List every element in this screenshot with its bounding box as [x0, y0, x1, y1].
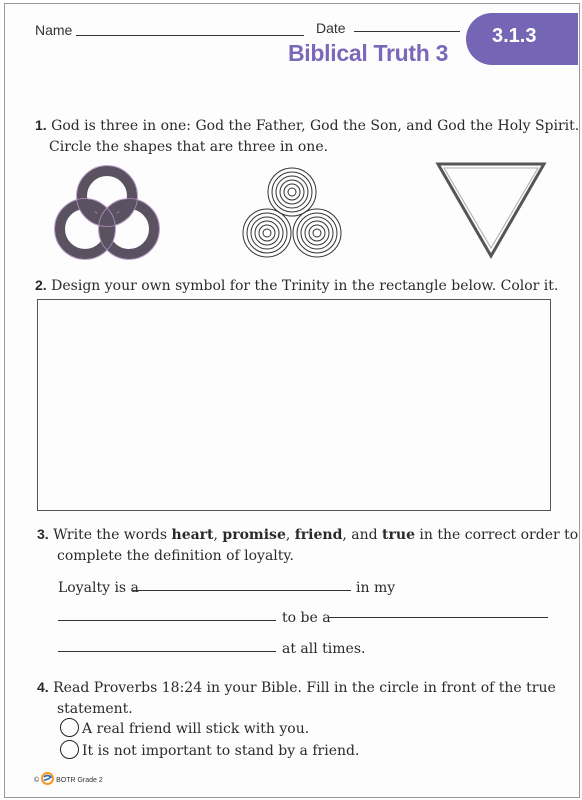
- word-heart: heart: [171, 527, 214, 543]
- question-3-sep-1: ,: [213, 527, 223, 543]
- answer-blank-1[interactable]: [133, 590, 351, 591]
- question-3-number: 3.: [37, 526, 49, 542]
- footer: [34, 772, 103, 785]
- question-2-text: Design your own symbol for the Trinity in the rectangle below. Color it.: [51, 278, 559, 294]
- triple-spiral-shape[interactable]: [240, 166, 344, 262]
- question-3-sep-3: , and: [342, 527, 383, 543]
- question-4-line-1: Read Proverbs 18:24 in your Bible. Fill in the circle in front of the true: [53, 680, 556, 696]
- question-3-text-a: Write the words: [53, 527, 172, 543]
- word-friend: friend: [294, 527, 343, 543]
- publisher-logo-icon: [41, 772, 54, 785]
- option-2-label: It is not important to stand by a friend.: [82, 743, 360, 759]
- question-1-line-1: God is three in one: God the Father, God the Son, and God the Holy Spirit.: [51, 118, 580, 134]
- option-2[interactable]: [60, 740, 359, 762]
- lesson-badge: [466, 13, 578, 65]
- lesson-number: 3.1.3: [492, 25, 537, 47]
- question-4: [37, 677, 556, 720]
- loyalty-suffix-2: to be a: [282, 610, 331, 626]
- question-3-sep-2: ,: [285, 527, 295, 543]
- loyalty-prefix: Loyalty is a: [58, 580, 139, 596]
- word-promise: promise: [222, 527, 286, 543]
- triangle-shape[interactable]: [434, 160, 548, 260]
- drawing-rectangle[interactable]: [37, 299, 551, 511]
- question-3-text-b: in the correct order to: [414, 527, 579, 543]
- option-1-label: A real friend will stick with you.: [82, 721, 310, 737]
- answer-blank-3[interactable]: [328, 617, 548, 618]
- word-true: true: [382, 527, 415, 543]
- copyright-symbol: ©: [34, 777, 40, 784]
- loyalty-suffix-3: at all times.: [282, 641, 366, 657]
- question-3-line-2: complete the definition of loyalty.: [57, 548, 294, 564]
- question-1-number: 1.: [35, 117, 47, 133]
- question-4-line-2: statement.: [57, 701, 133, 717]
- option-1[interactable]: [60, 718, 309, 740]
- answer-blank-2[interactable]: [58, 620, 276, 621]
- name-label: Name: [35, 22, 73, 38]
- date-line[interactable]: [354, 31, 460, 32]
- question-4-number: 4.: [37, 679, 49, 695]
- question-1-line-2: Circle the shapes that are three in one.: [49, 139, 329, 155]
- name-line[interactable]: [76, 35, 304, 36]
- question-2: [35, 275, 558, 297]
- page-title: Biblical Truth 3: [288, 40, 449, 66]
- question-3: [37, 524, 578, 567]
- loyalty-suffix-1: in my: [356, 580, 396, 596]
- footer-text: BOTR Grade 2: [56, 777, 103, 784]
- option-1-bubble[interactable]: [60, 718, 79, 737]
- borromean-rings-shape[interactable]: [52, 163, 162, 263]
- date-label: Date: [316, 20, 346, 36]
- question-1: [35, 115, 579, 158]
- answer-blank-4[interactable]: [58, 651, 276, 652]
- option-2-bubble[interactable]: [60, 740, 79, 759]
- question-2-number: 2.: [35, 277, 47, 293]
